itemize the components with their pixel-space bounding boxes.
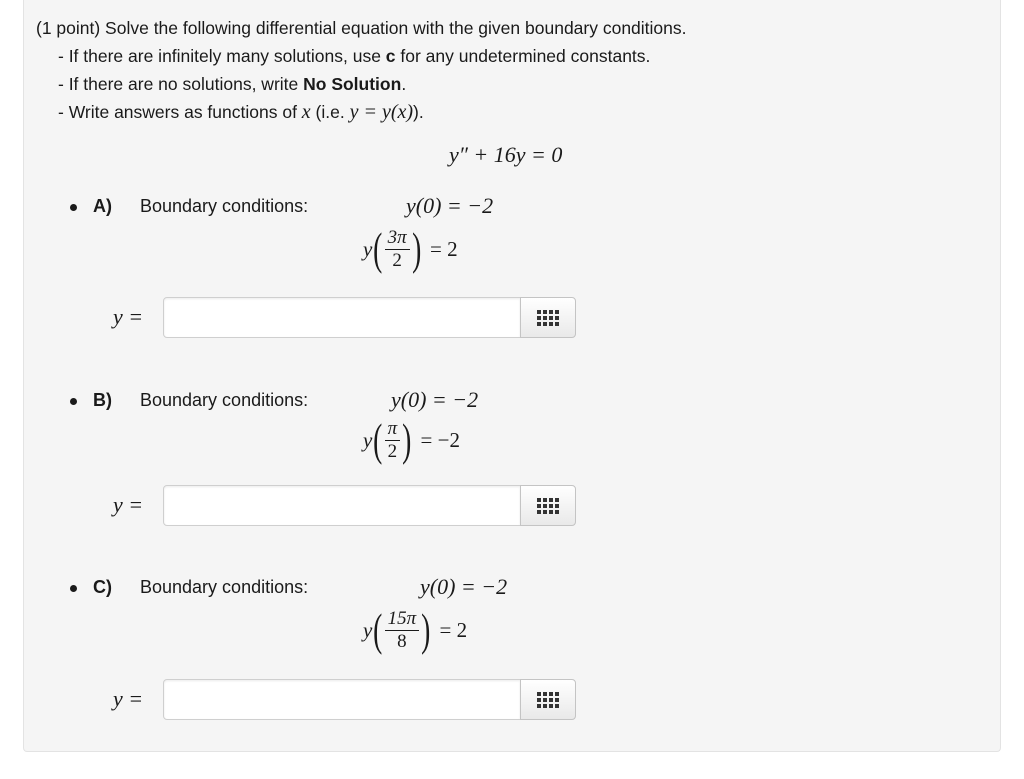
variable-x: x xyxy=(301,101,311,123)
intro-line-2-pre: - If there are infinitely many solutions, use xyxy=(58,46,386,66)
bullet xyxy=(70,398,77,405)
condition-1: y(0) = −2 xyxy=(420,574,508,599)
intro-line-2 xyxy=(36,42,687,70)
function-form: y = y(x) xyxy=(349,101,414,123)
constant-c: c xyxy=(385,46,396,66)
answer-label: y = xyxy=(113,492,144,517)
differential-equation: y″ + 16y = 0 xyxy=(449,142,563,167)
condition-2-rhs: = 2 xyxy=(439,617,468,642)
bullet xyxy=(70,204,77,211)
condition-1: y(0) = −2 xyxy=(406,193,494,218)
boundary-conditions-label: Boundary conditions: xyxy=(140,577,309,597)
no-solution-keyword: No Solution xyxy=(303,74,402,94)
answer-input-b[interactable] xyxy=(163,485,521,526)
answer-input-a[interactable] xyxy=(163,297,521,338)
intro-line-3 xyxy=(36,70,687,98)
condition-2-fn: y xyxy=(363,617,373,642)
fraction: $\frac{3\pi}{2}$ xyxy=(385,227,410,272)
condition-2: y ( $\frac{\pi}{2}$ ) = −2 xyxy=(363,414,460,465)
equation-editor-button-a[interactable] xyxy=(520,297,576,338)
part-letter: C) xyxy=(93,577,112,597)
problem-intro xyxy=(36,14,687,126)
equation-editor-button-b[interactable] xyxy=(520,485,576,526)
answer-label: y = xyxy=(113,686,144,711)
grid-icon xyxy=(537,692,559,708)
intro-line-4 xyxy=(36,98,687,126)
part-letter: B) xyxy=(93,390,112,410)
condition-2: y ( $\frac{3\pi}{2}$ ) = 2 xyxy=(363,223,458,274)
condition-2-rhs: = 2 xyxy=(430,236,458,261)
condition-2-fn: y xyxy=(363,236,373,261)
intro-line-3-pre: - If there are no solutions, write xyxy=(58,74,304,94)
intro-line-4-pre: - Write answers as functions of xyxy=(58,102,302,122)
equation-editor-button-c[interactable] xyxy=(520,679,576,720)
fraction: $\frac{\pi}{2}$ xyxy=(385,418,401,463)
bullet xyxy=(70,585,77,592)
answer-label: y = xyxy=(113,304,144,329)
grid-icon xyxy=(537,498,559,514)
intro-line-3-post: . xyxy=(401,74,407,94)
fraction: $\frac{15\pi}{8}$ xyxy=(385,608,420,653)
condition-2-fn: y xyxy=(363,427,373,452)
condition-1: y(0) = −2 xyxy=(391,387,479,412)
boundary-conditions-label: Boundary conditions: xyxy=(140,196,309,216)
intro-line-4-post: ). xyxy=(413,102,424,122)
answer-input-c[interactable] xyxy=(163,679,521,720)
intro-line-2-post: for any undetermined constants. xyxy=(395,46,651,66)
condition-2: y ( $\frac{15\pi}{8}$ ) = 2 xyxy=(363,604,468,655)
boundary-conditions-label: Boundary conditions: xyxy=(140,390,309,410)
condition-2-rhs: = −2 xyxy=(420,427,460,452)
grid-icon xyxy=(537,310,559,326)
intro-line-4-mid: (i.e. xyxy=(310,102,350,122)
intro-line-1: (1 point) Solve the following differential equation with the given boundary conditions. xyxy=(36,18,687,38)
part-letter: A) xyxy=(93,196,112,216)
